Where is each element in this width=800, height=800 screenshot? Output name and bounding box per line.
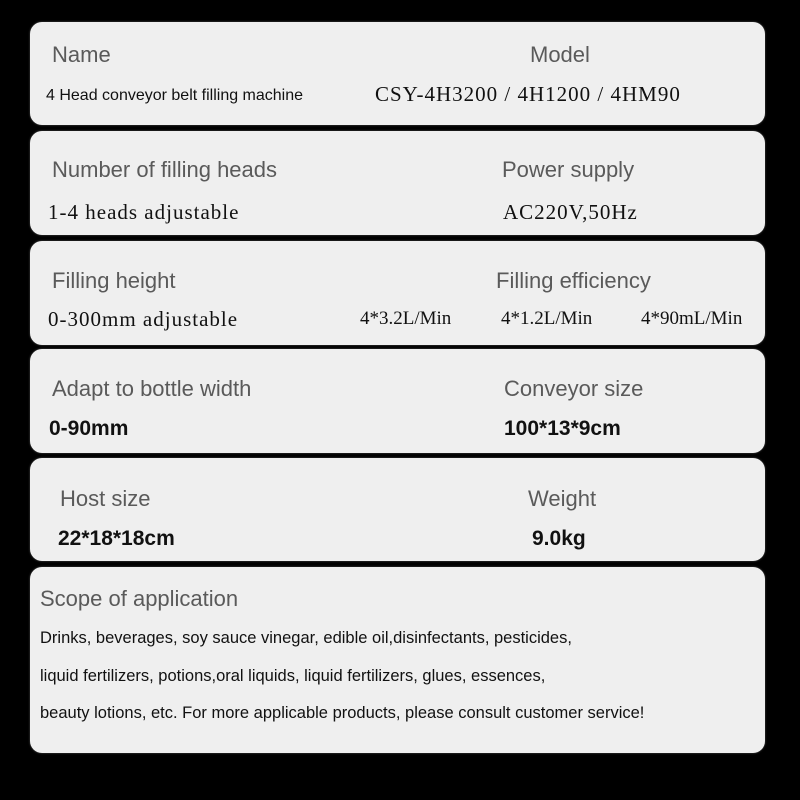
scope-line-3: beauty lotions, etc. For more applicable products, please consult customer service!: [40, 704, 645, 722]
host-size-value: 22*18*18cm: [58, 527, 175, 550]
name-value: 4 Head conveyor belt filling machine: [46, 87, 304, 104]
scope-card: [30, 567, 765, 753]
scope-line-1: Drinks, beverages, soy sauce vinegar, edible oil,disinfectants, pesticides,: [40, 629, 572, 647]
scope-line-2: liquid fertilizers, potions,oral liquids, liquid fertilizers, glues, essences,: [40, 667, 546, 685]
filling-height-label: Filling height: [52, 268, 176, 293]
model-value: CSY-4H3200 / 4H1200 / 4HM90: [375, 82, 681, 106]
filling-height-value: 0-300mm adjustable: [48, 307, 239, 331]
bottle-width-value: 0-90mm: [49, 417, 129, 440]
efficiency-value-3: 4*90mL/Min: [641, 308, 743, 329]
bottle-width-label: Adapt to bottle width: [52, 376, 252, 401]
filling-heads-value: 1-4 heads adjustable: [48, 200, 240, 224]
name-model-card: [30, 22, 765, 125]
host-weight-card: [30, 458, 765, 561]
power-supply-label: Power supply: [502, 157, 635, 182]
filling-heads-label: Number of filling heads: [52, 157, 278, 182]
efficiency-value-1: 4*3.2L/Min: [360, 308, 452, 329]
efficiency-value-2: 4*1.2L/Min: [501, 308, 593, 329]
model-label: Model: [530, 42, 590, 67]
height-efficiency-card: [30, 241, 765, 345]
weight-value: 9.0kg: [532, 527, 586, 550]
name-label: Name: [52, 42, 111, 67]
scope-title: Scope of application: [40, 586, 239, 611]
host-size-label: Host size: [60, 486, 151, 511]
bottle-conveyor-card: [30, 349, 765, 453]
conveyor-size-value: 100*13*9cm: [504, 417, 621, 440]
weight-label: Weight: [528, 486, 597, 511]
heads-power-card: [30, 131, 765, 235]
filling-efficiency-label: Filling efficiency: [496, 268, 651, 293]
power-supply-value: AC220V,50Hz: [503, 200, 638, 224]
conveyor-size-label: Conveyor size: [504, 376, 644, 401]
